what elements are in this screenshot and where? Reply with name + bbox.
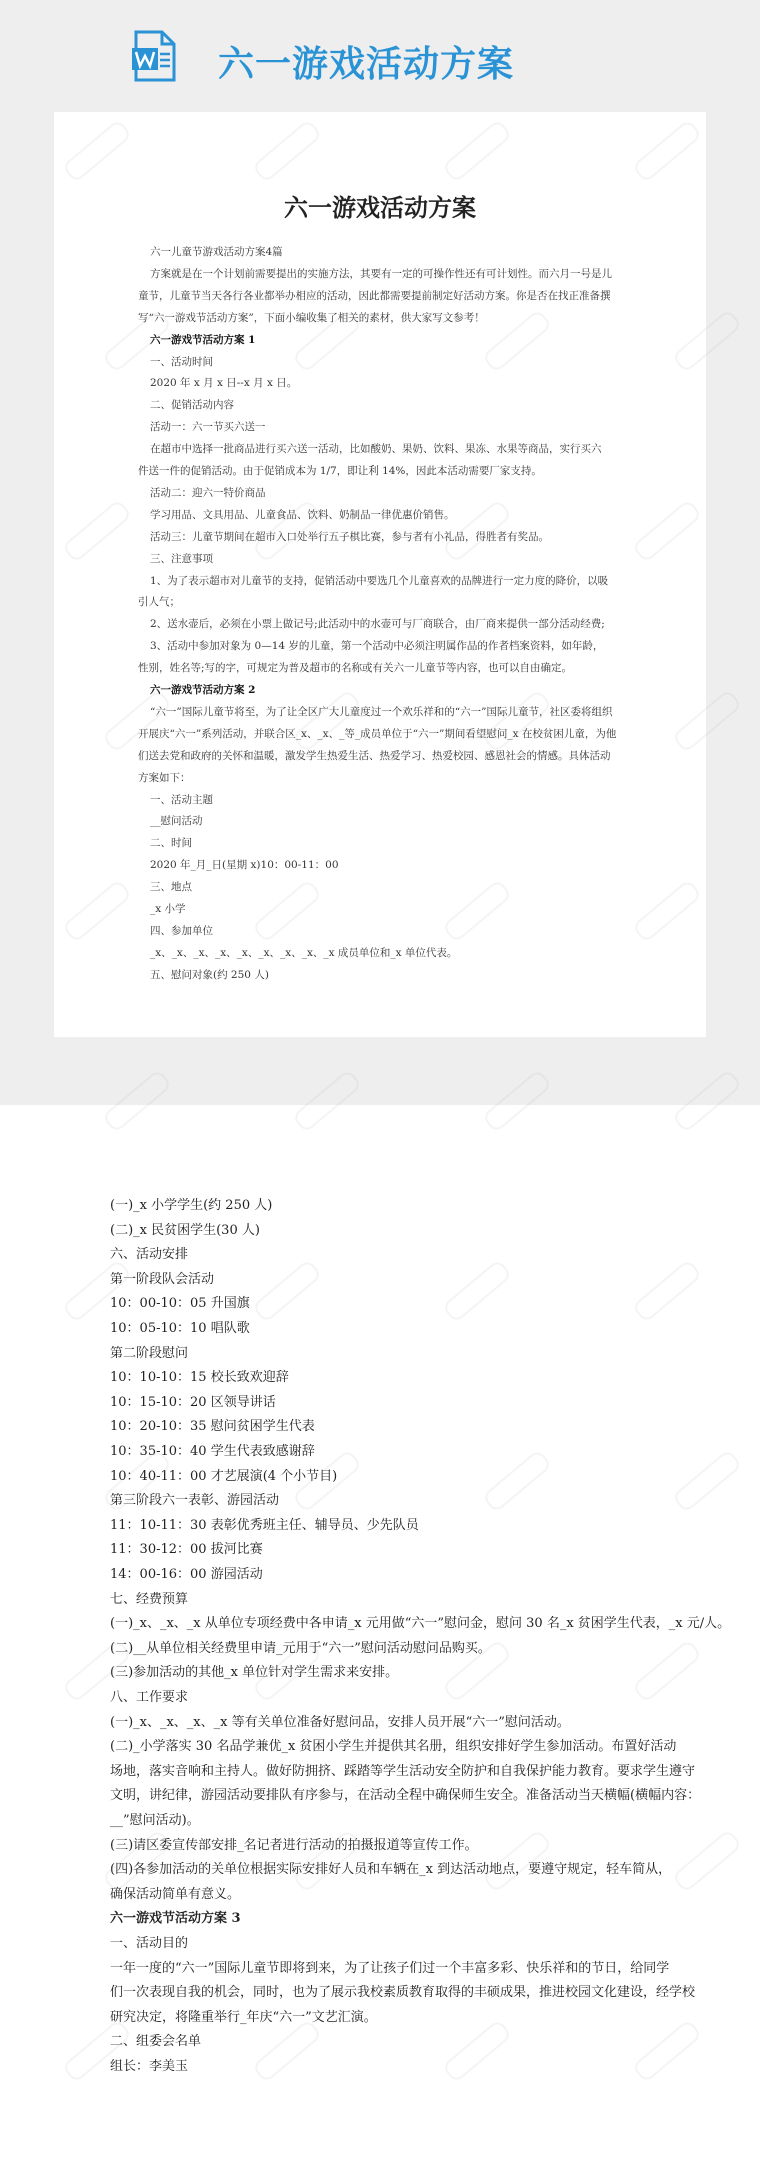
text-line: (四)各参加活动的关单位根据实际安排好人员和车辆在_x 到达活动地点，要遵守规定，轻车简从，	[110, 1862, 672, 1878]
text-line: 在超市中选择一批商品进行买六送一活动，比如酸奶、果奶、饮料、果冻、水果等商品，实行买六	[150, 443, 602, 456]
text-line: 2020 年_月_日(星期 x)10：00-11：00	[150, 859, 339, 872]
section-heading: 六一游戏节活动方案 1	[150, 333, 256, 346]
text-line: 10：10-10：15 校长致欢迎辞	[110, 1370, 289, 1386]
text-line: 五、慰问对象(约 250 人)	[150, 968, 269, 981]
document-title: 六一游戏活动方案	[284, 193, 476, 222]
text-line: 活动一：六一节买六送一	[150, 421, 266, 434]
text-line: 们一次表现自我的机会，同时，也为了展示我校素质教育取得的丰硕成果，推进校园文化建设，经学校	[110, 1985, 696, 2001]
text-line: 四、参加单位	[150, 924, 213, 937]
section-heading: 六一游戏节活动方案 2	[150, 684, 256, 696]
text-line: 六、活动安排	[110, 1247, 189, 1263]
text-line: 14：00-16：00 游园活动	[110, 1567, 263, 1582]
text-line: _x 小学	[150, 903, 186, 915]
text-line: 写“六一游戏节活动方案”，下面小编收集了相关的素材，供大家写文参考！	[138, 311, 485, 324]
text-line: (一)_x、_x、_x、_x 等有关单位准备好慰问品，安排人员开展“六一”慰问活动。	[110, 1714, 570, 1730]
text-line: 二、组委会名单	[110, 2034, 202, 2050]
text-line: 一年一度的“六一”国际儿童节即将到来，为了让孩子们过一个丰富多彩、快乐祥和的节日，给同学	[110, 1960, 670, 1976]
text-line: 文明，讲纪律，游园活动要排队有序参与，在活动全程中确保师生安全。准备活动当天横幅(横幅内容：	[110, 1788, 701, 1804]
text-line: 一、活动时间	[150, 355, 213, 368]
text-line: 开展庆“六一”系列活动，并联合区_x、_x、_等_成员单位于“六一”期间看望慰问_x 在校贫困儿童，为他	[138, 727, 617, 740]
text-line: 11：10-11：30 表彰优秀班主任、辅导员、少先队员	[110, 1517, 419, 1533]
text-line: 引人气；	[138, 596, 180, 609]
text-line: 三、注意事项	[150, 552, 213, 565]
text-line: 方案如下：	[138, 771, 191, 784]
text-line: 场地，落实音响和主持人。做好防拥挤、踩踏等学生活动安全防护和自我保护能力教育。要求学生遵守	[110, 1763, 696, 1779]
text-line: 六一儿童节游戏活动方案4篇	[150, 246, 283, 258]
text-line: 10：35-10：40 学生代表致感谢辞	[110, 1444, 315, 1459]
text-line: 们送去党和政府的关怀和温暖，激发学生热爱生活、热爱学习、热爱校园、感恩社会的情感。具体活动	[138, 749, 611, 762]
text-line: 性别，姓名等;写的字，可规定为普及超市的名称或有关六一儿童节等内容，也可以自由确定。	[138, 662, 573, 675]
text-line: (三)参加活动的其他_x 单位针对学生需求来安排。	[110, 1665, 399, 1681]
text-line: 10：00-10：05 升国旗	[110, 1296, 250, 1312]
text-line: 11：30-12：00 拔河比赛	[110, 1542, 263, 1558]
text-line: (二)_x 民贫困学生(30 人)	[110, 1222, 260, 1238]
text-line: 确保活动简单有意义。	[110, 1886, 241, 1902]
text-line: 研究决定，将隆重举行_年庆“六一”文艺汇演。	[110, 2009, 377, 2025]
text-line: (一)_x、_x、_x 从单位专项经费中各申请_x 元用做“六一”慰问金，慰问 30 名_x 贫困学生代表，_x 元/人。	[110, 1616, 731, 1632]
text-line: 童节，儿童节当天各行各业都举办相应的活动，因此都需要提前制定好活动方案。你是否在找正准备撰	[138, 289, 611, 302]
text-line: 活动三：儿童节期间在超市入口处举行五子棋比赛，参与者有小礼品，得胜者有奖品。	[150, 530, 549, 543]
section-heading: 六一游戏节活动方案 3	[110, 1911, 241, 1927]
text-line: 组长：李美玉	[110, 2059, 189, 2074]
text-line: 10：40-11：00 才艺展演(4 个小节目)	[110, 1468, 338, 1484]
text-line: __”慰问活动)。	[110, 1813, 200, 1828]
text-line: 件送一件的促销活动。由于促销成本为 1/7，即让利 14%，因此本活动需要厂家支持。	[138, 465, 542, 477]
text-line: 方案就是在一个计划前需要提出的实施方法，其要有一定的可操作性还有可计划性。而六月一号是儿	[150, 267, 612, 280]
text-line: 三、地点	[150, 881, 192, 894]
text-line: (一)_x 小学学生(约 250 人)	[110, 1198, 273, 1213]
document-page-1	[54, 112, 706, 1037]
text-line: 3、活动中参加对象为 0—14 岁的儿童，第一个活动中必须注明属作品的作者档案资料，如年龄，	[150, 640, 604, 653]
text-line: 一、活动主题	[150, 793, 213, 806]
text-line: 二、促销活动内容	[150, 399, 234, 412]
text-line: _x、_x、_x、_x、_x、_x、_x、_x、_x 成员单位和_x 单位代表。	[150, 946, 458, 959]
text-line: 2020 年 x 月 x 日--x 月 x 日。	[150, 377, 298, 390]
text-line: 第三阶段六一表彰、游园活动	[110, 1493, 280, 1509]
text-line: “六一”国际儿童节将至，为了让全区广大儿童度过一个欢乐祥和的“六一”国际儿童节，社区委将组织	[150, 705, 613, 718]
text-line: 一、活动目的	[110, 1936, 189, 1951]
banner-title: 六一游戏活动方案	[218, 44, 515, 85]
document-page-2	[0, 1105, 760, 2178]
text-line: (二)__从单位相关经费里申请_元用于“六一”慰问活动慰问品购买。	[110, 1640, 491, 1656]
text-line: 八、工作要求	[110, 1690, 189, 1705]
text-line: 七、经费预算	[110, 1591, 189, 1607]
text-line: 学习用品、文具用品、儿童食品、饮料、奶制品一律优惠价销售。	[150, 508, 455, 521]
text-line: 二、时间	[150, 837, 192, 850]
text-line: 第一阶段队会活动	[110, 1271, 215, 1287]
text-line: 10：05-10：10 唱队歌	[110, 1321, 250, 1336]
text-line: 1、为了表示超市对儿童节的支持，促销活动中要选几个儿童喜欢的品牌进行一定力度的降价，以吸	[150, 574, 609, 587]
text-line: (二)_小学落实 30 名品学兼优_x 贫困小学生并提供其名册，组织安排好学生参加活动。布置好活动	[110, 1739, 677, 1755]
text-line: 活动二：迎六一特价商品	[150, 486, 266, 499]
text-line: 10：20-10：35 慰问贫困学生代表	[110, 1419, 315, 1435]
word-document-icon	[132, 30, 176, 82]
text-line: __慰问活动	[150, 815, 203, 828]
text-line: 第二阶段慰问	[110, 1345, 189, 1361]
text-line: 2、送水壶后，必须在小票上做记号;此活动中的水壶可与厂商联合，由厂商来提供一部分活动经费;	[150, 618, 605, 631]
text-line: (三)请区委宣传部安排_名记者进行活动的拍摄报道等宣传工作。	[110, 1837, 478, 1853]
text-line: 10：15-10：20 区领导讲话	[110, 1394, 276, 1410]
